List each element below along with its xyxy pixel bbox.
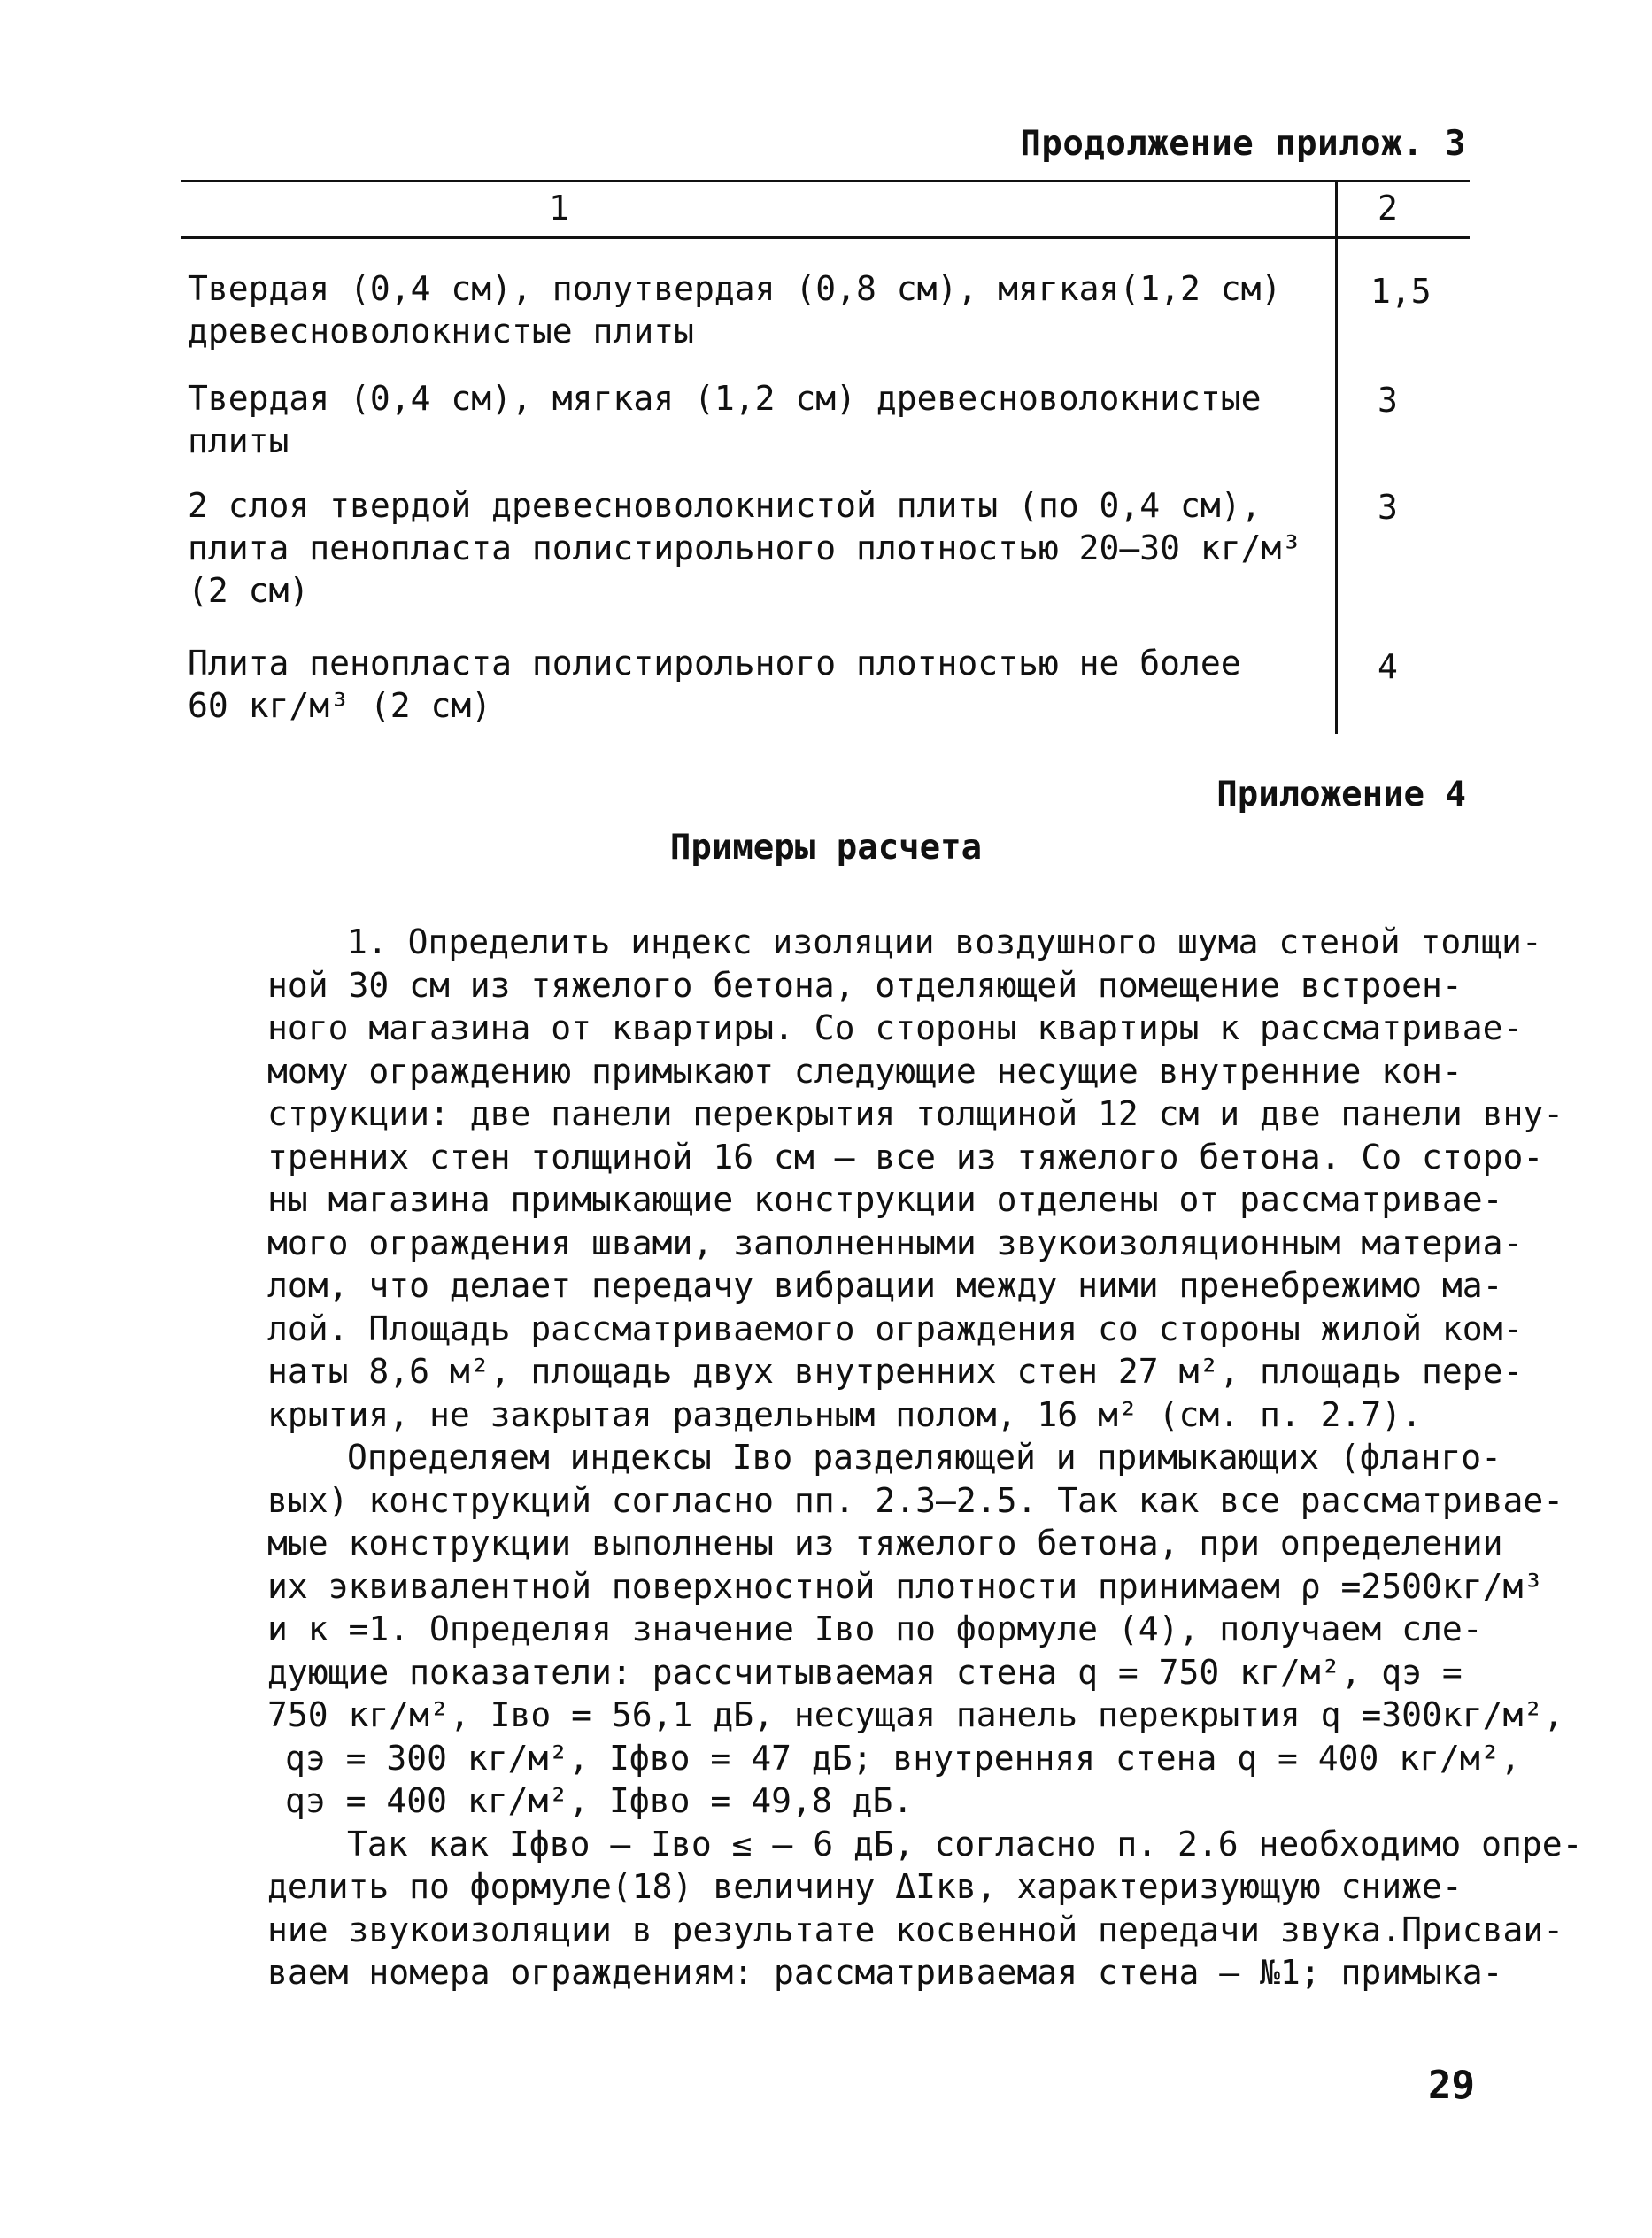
row-text-line: плиты <box>188 421 289 460</box>
body-text <box>188 921 1583 1995</box>
text-line: вых) конструкций согласно пп. 2.3–2.5. Так как все рассматривае- <box>267 1480 1564 1520</box>
text-line: лом, что делает передачу вибрации между ними пренебрежимо ма- <box>267 1266 1503 1305</box>
text-line: мому ограждению примыкают следующие несущие внутренние кон- <box>267 1051 1463 1091</box>
table-row <box>188 484 1301 612</box>
text-line: Так как Iфво – Iво ≤ – 6 дБ, согласно п. 2.6 необходимо опре- <box>347 1824 1583 1864</box>
row-value: 3 <box>1378 381 1398 420</box>
column-header-1: 1 <box>549 189 569 228</box>
text-line: qэ = 400 кг/м², Iфво = 49,8 дБ. <box>285 1781 914 1820</box>
paragraph <box>188 1436 1564 1823</box>
text-line: лой. Площадь рассматриваемого ограждения со стороны жилой ком- <box>267 1308 1524 1348</box>
section-title: Примеры расчета <box>669 828 983 868</box>
table-top-rule <box>181 180 1470 182</box>
text-line: ного магазина от квартиры. Со стороны квартиры к рассматривае- <box>267 1008 1524 1047</box>
text-line: делить по формуле(18) величину ΔIкв, характеризующую сниже- <box>267 1867 1463 1906</box>
row-value: 1,5 <box>1370 272 1432 311</box>
text-line: и κ =1. Определяя значение Iво по формуле (4), получаем сле- <box>267 1609 1483 1648</box>
text-line: ние звукоизоляции в результате косвенной передачи звука.Присваи- <box>267 1910 1564 1949</box>
text-line: мого ограждения швами, заполненными звукоизоляционным материа- <box>267 1223 1524 1262</box>
row-text-line: 60 кг/м³ (2 см) <box>188 686 492 725</box>
text-line: ваем номера ограждениям: рассматриваемая стена – №1; примыка- <box>267 1953 1503 1992</box>
table-row <box>188 377 1262 462</box>
row-text-line: плита пенопласта полистирольного плотностью 20–30 кг/м³ <box>188 529 1302 567</box>
row-text-line: Твердая (0,4 см), полутвердая (0,8 см), мягкая(1,2 см) <box>188 269 1282 308</box>
row-text-line: 2 слоя твердой древесноволокнистой плиты (по 0,4 см), <box>188 486 1262 525</box>
page-number: 29 <box>1428 2063 1475 2108</box>
text-line: мые конструкции выполнены из тяжелого бетона, при определении <box>267 1524 1503 1563</box>
paragraph <box>188 921 1564 1436</box>
row-text-line: древесноволокнистые плиты <box>188 312 694 351</box>
text-line: наты 8,6 м², площадь двух внутренних стен 27 м², площадь пере- <box>267 1352 1524 1391</box>
row-value: 3 <box>1378 488 1398 527</box>
text-line: ны магазина примыкающие конструкции отделены от рассматривае- <box>267 1180 1503 1219</box>
text-line: 1. Определить индекс изоляции воздушного шума стеной толщи- <box>347 922 1542 961</box>
text-line: дующие показатели: рассчитываемая стена q = 750 кг/м², qэ = <box>267 1652 1463 1692</box>
paragraph <box>188 1823 1583 1995</box>
appendix-label: Приложение 4 <box>1216 775 1466 814</box>
text-line: ной 30 см из тяжелого бетона, отделяющей помещение встроен- <box>267 965 1463 1005</box>
row-text-line: Плита пенопласта полистирольного плотностью не более <box>188 644 1241 683</box>
text-line: 750 кг/м², Iво = 56,1 дБ, несущая панель перекрытия q =300кг/м², <box>267 1695 1564 1734</box>
text-line: Определяем индексы Iво разделяющей и примыкающих (фланго- <box>347 1438 1502 1477</box>
text-line: крытия, не закрытая раздельным полом, 16 м² (см. п. 2.7). <box>267 1394 1423 1434</box>
row-text-line: Твердая (0,4 см), мягкая (1,2 см) древесноволокнистые <box>188 379 1262 418</box>
row-text-line: (2 см) <box>188 571 310 610</box>
text-line: qэ = 300 кг/м², Iфво = 47 дБ; внутренняя стена q = 400 кг/м², <box>285 1738 1521 1778</box>
table-header-rule <box>181 236 1470 239</box>
text-line: тренних стен толщиной 16 см – все из тяжелого бетона. Со сторо- <box>267 1137 1544 1177</box>
continuation-header: Продолжение прилож. 3 <box>1020 124 1466 164</box>
table-column-divider <box>1335 180 1338 734</box>
text-line: струкции: две панели перекрытия толщиной 12 см и две панели вну- <box>267 1094 1564 1133</box>
text-line: их эквивалентной поверхностной плотности принимаем ρ =2500кг/м³ <box>267 1566 1544 1606</box>
table-row <box>188 642 1241 727</box>
column-header-2: 2 <box>1378 189 1398 228</box>
row-value: 4 <box>1378 647 1398 686</box>
table-row <box>188 267 1281 352</box>
